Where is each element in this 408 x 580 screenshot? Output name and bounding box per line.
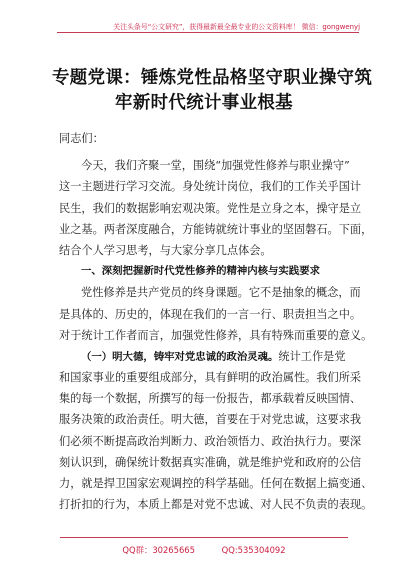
paragraph-line: 党性修养是共产党员的终身课题。它不是抽象的概念，而 bbox=[81, 286, 361, 300]
subsection-heading-1: （一）明大德，铸牢对党忠诚的政治灵魂。 bbox=[81, 350, 279, 363]
footer-qq: QQ:535304092 bbox=[221, 545, 286, 555]
paragraph-line: 集的每一个数据，所撰写的每一份报告，都承载着反映国情、 bbox=[59, 392, 362, 406]
paragraph-line: 业之基。两者深度融合，方能铸就统计事业的坚固磐石。下面， bbox=[59, 222, 373, 236]
document-title bbox=[52, 66, 373, 116]
header-note: 关注头条号“公文研究”，获得最新最全最专业的公文资料库！ 微信：gongwenyj bbox=[113, 23, 360, 31]
paragraph-line: 是具体的、历史的，体现在我们的一言一行、职责担当之中。 bbox=[59, 307, 362, 321]
title-line-2: 牢新时代统计事业根基 bbox=[115, 93, 293, 113]
salutation: 同志们： bbox=[59, 132, 104, 145]
paragraph-line: 这一主题进行学习交流。身处统计岗位，我们的工作关乎国计 bbox=[59, 180, 362, 194]
paragraph-line: 对于统计工作者而言，加强党性修养，具有特殊而重要的意义。 bbox=[59, 328, 373, 342]
footer-qq-group: QQ群：30265665 bbox=[122, 545, 195, 555]
paragraph-line: 服务决策的政治责任。明大德，首要在于对党忠诚，这要求我 bbox=[59, 413, 362, 427]
paragraph-line: 和国家事业的重要组成部分，具有鲜明的政治属性。我们所采 bbox=[59, 371, 362, 385]
paragraph-line: 民生，我们的数据影响宏观决策。党性是立身之本，操守是立 bbox=[59, 201, 362, 215]
subsection-line bbox=[59, 346, 359, 367]
paragraph-line: 打折扣的行为，本质上都是对党不忠诚、对人民不负责的表现。 bbox=[59, 498, 373, 512]
paragraph-line: 力，就是捍卫国家宏观调控的科学基础。任何在数据上搞变通、 bbox=[59, 477, 373, 490]
title-line-1: 专题党课：锤炼党性品格坚守职业操守筑 bbox=[52, 68, 373, 88]
section-heading-1: 一、深刻把握新时代党性修养的精神内核与实践要求 bbox=[81, 265, 320, 278]
footer-divider bbox=[60, 537, 348, 538]
paragraph-line: 们必须不断提高政治判断力、政治领悟力、政治执行力。要深 bbox=[59, 434, 362, 448]
footer bbox=[60, 544, 348, 556]
paragraph-line: 今天，我们齐聚一堂，围绕“加强党性修养与职业操守” bbox=[81, 159, 350, 173]
paragraph-line: 结合个人学习思考，与大家分享几点体会。 bbox=[59, 243, 272, 257]
paragraph-line: 刻认识到，确保统计数据真实准确，就是维护党和政府的公信 bbox=[59, 455, 362, 469]
paragraph-fragment: 统计工作是党 bbox=[278, 349, 346, 363]
document-body bbox=[59, 128, 373, 515]
header-divider bbox=[57, 32, 359, 33]
